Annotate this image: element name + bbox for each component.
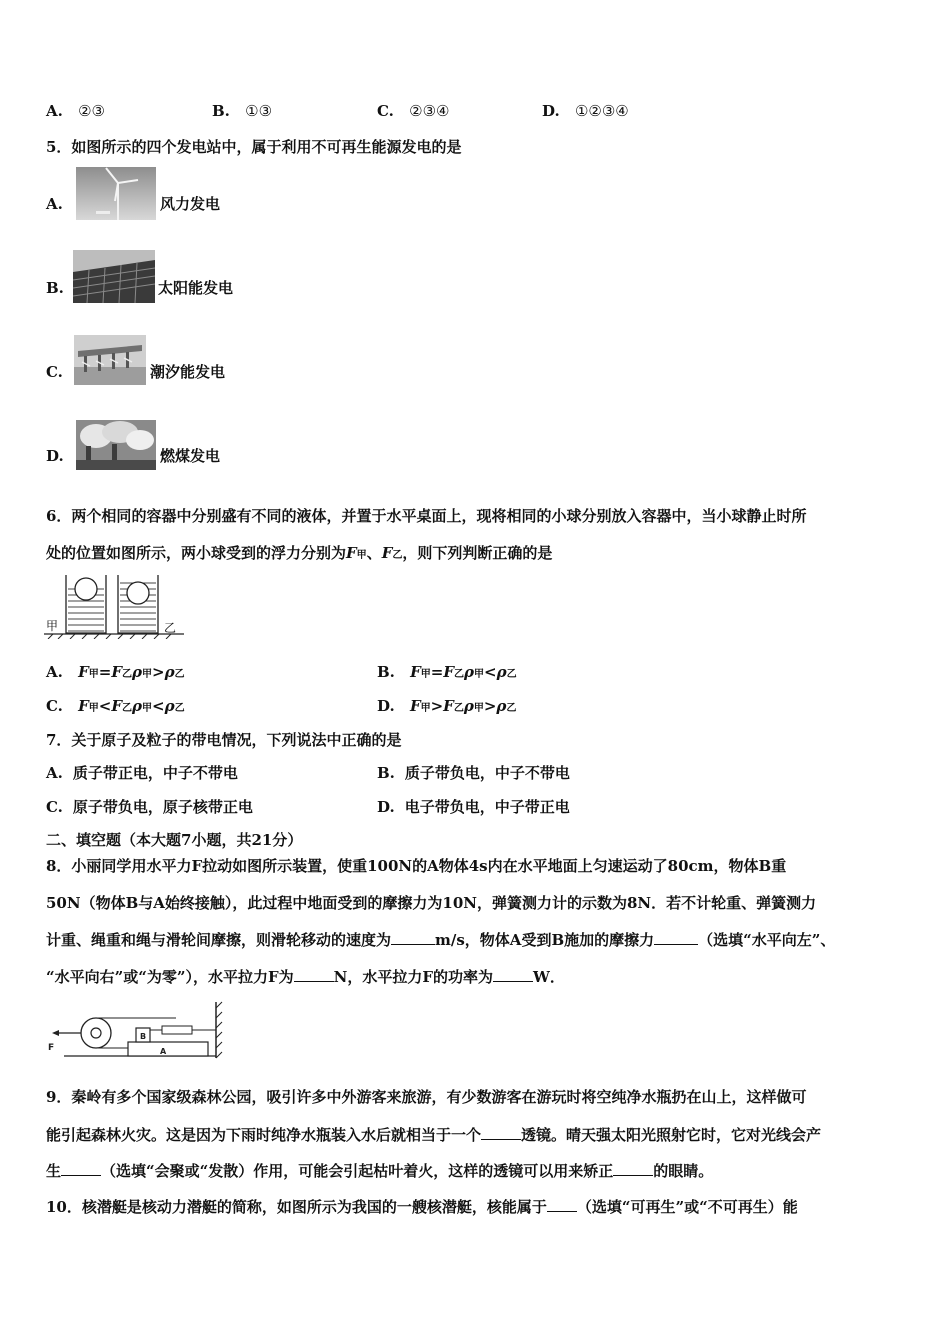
- q5-option-d-label: 燃煤发电: [160, 447, 221, 465]
- coal-power-photo: [76, 420, 156, 470]
- two-containers-diagram: [44, 573, 184, 639]
- q5-option-c-label: 潮汐能发电: [150, 363, 226, 381]
- q9-line3: 生 （选填“会聚或“发散）作用，可能会引起枯叶着火，这样的透镜可以用来矫正 的眼睛。: [46, 1162, 714, 1180]
- q7-option-b[interactable]: B. 质子带负电，中子不带电: [377, 764, 570, 782]
- q8-line4: “水平向右”或“为零”），水平拉力F为 N，水平拉力F的功率为 W．: [46, 968, 565, 986]
- q9-line1: 9．秦岭有多个国家级森林公园，吸引许多中外游客来旅游，有少数游客在游玩时将空纯净水瓶扔在山上，这样做可: [46, 1088, 807, 1106]
- q6-stem-line1: 6．两个相同的容器中分别盛有不同的液体，并置于水平桌面上，现将相同的小球分别放入容器中，当小球静止时所: [46, 507, 807, 525]
- option-letter: A.: [46, 102, 63, 120]
- q5-option-d-letter[interactable]: D.: [46, 447, 64, 465]
- option-text: ①②③④: [574, 102, 629, 120]
- q8-line1: 8．小丽同学用水平力F拉动如图所示装置，使重100N的A物体4s内在水平地面上匀速运动了80cm，物体B重: [46, 857, 787, 875]
- q6-stem-line2: 处的位置如图所示，两小球受到的浮力分别为F甲、F乙，则下列判断正确的是: [46, 544, 553, 562]
- q4-option-d[interactable]: [542, 101, 629, 121]
- q5-option-a-letter[interactable]: A.: [46, 195, 63, 213]
- section-heading: 二、填空题（本大题7小题，共21分）: [46, 831, 303, 849]
- answer-blank[interactable]: [391, 930, 435, 945]
- q4-option-c[interactable]: [377, 101, 449, 121]
- q5-option-b-letter[interactable]: B.: [46, 279, 64, 297]
- q7-option-a[interactable]: A. 质子带正电，中子不带电: [46, 764, 238, 782]
- q5-stem: 5．如图所示的四个发电站中，属于利用不可再生能源发电的是: [46, 138, 462, 156]
- pulley-diagram: [44, 1000, 224, 1060]
- option-letter: D.: [542, 102, 560, 120]
- answer-blank[interactable]: [481, 1125, 521, 1140]
- q6-option-b[interactable]: B. F甲=F乙ρ甲<ρ乙: [377, 663, 517, 681]
- q5-option-a-label: 风力发电: [160, 195, 221, 213]
- answer-blank[interactable]: [294, 967, 334, 982]
- option-letter: B.: [212, 102, 230, 120]
- answer-blank[interactable]: [493, 967, 533, 982]
- q5-option-c-letter[interactable]: C.: [46, 363, 63, 381]
- wind-turbine-photo: [76, 167, 156, 220]
- q6-option-a[interactable]: A. F甲=F乙ρ甲>ρ乙: [46, 663, 185, 681]
- symbol-F: F: [381, 544, 393, 562]
- answer-blank[interactable]: [61, 1161, 101, 1176]
- tidal-plant-photo: [74, 335, 146, 385]
- symbol-F: F: [346, 544, 357, 562]
- answer-blank[interactable]: [654, 930, 698, 945]
- pulley-label-B: B: [140, 1032, 147, 1041]
- pulley-label-F: F: [48, 1043, 55, 1053]
- option-letter: C.: [377, 102, 394, 120]
- q7-option-d[interactable]: D. 电子带负电，中子带正电: [377, 798, 570, 816]
- q6-option-c[interactable]: C. F甲<F乙ρ甲<ρ乙: [46, 697, 185, 715]
- q8-line2: 50N（物体B与A始终接触），此过程中地面受到的摩擦力为10N，弹簧测力计的示数为8N．若不计轮重、弹簧测力: [46, 894, 817, 912]
- option-text: ②③④: [409, 102, 450, 120]
- answer-blank[interactable]: [613, 1161, 653, 1176]
- label-yi: 乙: [164, 621, 177, 635]
- label-jia: 甲: [46, 619, 59, 633]
- solar-panel-photo: [73, 250, 155, 303]
- q6-option-d[interactable]: D. F甲>F乙ρ甲>ρ乙: [377, 697, 517, 715]
- q7-option-c[interactable]: C. 原子带负电，原子核带正电: [46, 798, 253, 816]
- pulley-label-A: A: [160, 1047, 167, 1056]
- q5-option-b-label: 太阳能发电: [158, 279, 234, 297]
- answer-blank[interactable]: [547, 1197, 577, 1212]
- q8-line3: 计重、绳重和绳与滑轮间摩擦，则滑轮移动的速度为 m/s，物体A受到B施加的摩擦力 （选填“水平向左”、: [46, 931, 836, 949]
- q7-stem: 7．关于原子及粒子的带电情况，下列说法中正确的是: [46, 731, 402, 749]
- q4-option-a[interactable]: [46, 101, 105, 121]
- q4-option-b[interactable]: [212, 101, 272, 121]
- q10-line1: 10．核潜艇是核动力潜艇的简称，如图所示为我国的一艘核潜艇，核能属于 （选填“可再生”或“不可再生）能: [46, 1198, 798, 1216]
- q9-line2: 能引起森林火灾。这是因为下雨时纯净水瓶装入水后就相当于一个 透镜。晴天强太阳光照射它时，它对光线会产: [46, 1126, 822, 1144]
- option-text: ①③: [245, 102, 273, 120]
- option-text: ②③: [78, 102, 106, 120]
